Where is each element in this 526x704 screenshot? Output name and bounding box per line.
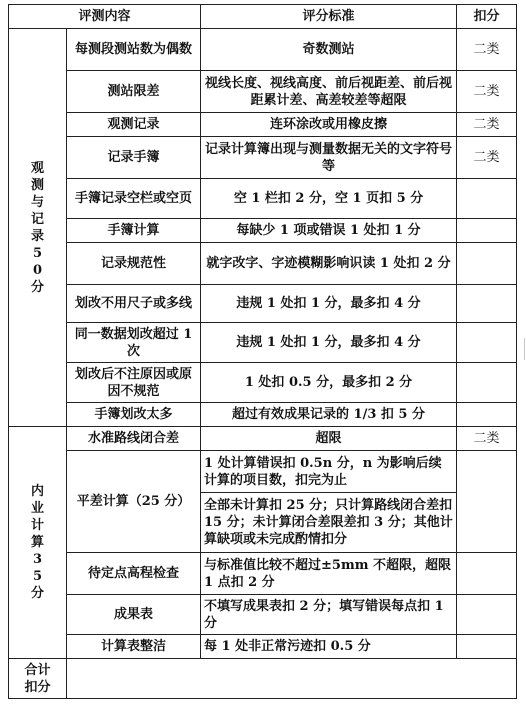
row-deduct xyxy=(457,285,517,323)
row-deduct xyxy=(457,363,517,403)
scoring-table-page xyxy=(8,0,516,704)
row-item: 成果表 xyxy=(67,595,201,635)
row-deduct xyxy=(457,635,517,659)
table-row xyxy=(9,427,517,451)
row-standard: 就字改字、字迹模糊影响识读 1 处扣 2 分 xyxy=(201,243,457,285)
scoring-table xyxy=(8,4,517,699)
row-item: 计算表整洁 xyxy=(67,635,201,659)
table-row xyxy=(9,113,517,137)
row-standard: 每缺少 1 项或错误 1 处扣 1 分 xyxy=(201,219,457,243)
total-value xyxy=(67,659,517,699)
row-standard: 每 1 处非正常污迹扣 0.5 分 xyxy=(201,635,457,659)
row-standard-line-1: 1 处计算错误扣 0.5n 分，n 为影响后续计算的项目数，扣完为止 xyxy=(201,451,457,493)
row-item: 划改后不注原因或原因不规范 xyxy=(67,363,201,403)
row-standard: 奇数测站 xyxy=(201,29,457,71)
table-row xyxy=(9,451,517,493)
row-item: 待定点高程检查 xyxy=(67,553,201,595)
section2-label: 内业计算35分 xyxy=(9,427,67,659)
table-header-row xyxy=(9,5,517,29)
row-deduct: 二类 xyxy=(457,113,517,137)
table-row xyxy=(9,137,517,179)
row-standard: 违规 1 处扣 1 分，最多扣 4 分 xyxy=(201,285,457,323)
row-item: 手簿记录空栏或空页 xyxy=(67,179,201,219)
row-standard: 连环涂改或用橡皮擦 xyxy=(201,113,457,137)
row-deduct: 二类 xyxy=(457,29,517,71)
row-deduct xyxy=(457,403,517,427)
table-row xyxy=(9,323,517,363)
table-row xyxy=(9,243,517,285)
table-row xyxy=(9,179,517,219)
table-row xyxy=(9,219,517,243)
row-item: 测站限差 xyxy=(67,71,201,113)
row-item: 手簿计算 xyxy=(67,219,201,243)
table-row xyxy=(9,553,517,595)
row-deduct xyxy=(457,451,517,553)
table-row xyxy=(9,635,517,659)
row-deduct xyxy=(457,595,517,635)
header-content: 评测内容 xyxy=(9,5,201,29)
row-item: 划改不用尺子或多线 xyxy=(67,285,201,323)
row-item: 记录手簿 xyxy=(67,137,201,179)
header-deduct: 扣分 xyxy=(457,5,517,29)
table-row xyxy=(9,403,517,427)
row-deduct: 二类 xyxy=(457,137,517,179)
row-standard-line-2: 全部未计算扣 25 分；只计算路线闭合差扣 15 分；未计算闭合差限差扣 3 分；其他计算缺项或未完成酌情扣分 xyxy=(201,493,457,553)
row-standard: 超过有效成果记录的 1/3 扣 5 分 xyxy=(201,403,457,427)
row-deduct: 二类 xyxy=(457,427,517,451)
row-standard: 空 1 栏扣 2 分，空 1 页扣 5 分 xyxy=(201,179,457,219)
row-item: 平差计算（25 分） xyxy=(67,451,201,553)
row-item: 记录规范性 xyxy=(67,243,201,285)
table-row xyxy=(9,363,517,403)
row-standard: 与标准值比较不超过±5mm 不超限，超限 1 点扣 2 分 xyxy=(201,553,457,595)
row-deduct xyxy=(457,323,517,363)
row-standard: 不填写成果表扣 2 分；填写错误每点扣 1 分 xyxy=(201,595,457,635)
row-deduct xyxy=(457,243,517,285)
section1-label: 观测与记录50分 xyxy=(9,29,67,427)
table-row xyxy=(9,285,517,323)
row-deduct: 二类 xyxy=(457,71,517,113)
row-item: 观测记录 xyxy=(67,113,201,137)
row-standard: 1 处扣 0.5 分，最多扣 2 分 xyxy=(201,363,457,403)
table-row xyxy=(9,595,517,635)
scrollbar-handle[interactable] xyxy=(521,338,525,360)
table-row xyxy=(9,29,517,71)
total-label: 合计扣分 xyxy=(9,659,67,699)
row-standard: 记录计算簿出现与测量数据无关的文字符号等 xyxy=(201,137,457,179)
table-row xyxy=(9,71,517,113)
row-standard: 违规 1 处扣 1 分，最多扣 4 分 xyxy=(201,323,457,363)
row-deduct xyxy=(457,179,517,219)
row-item: 同一数据划改超过 1 次 xyxy=(67,323,201,363)
row-item: 每测段测站数为偶数 xyxy=(67,29,201,71)
row-deduct xyxy=(457,553,517,595)
total-row xyxy=(9,659,517,699)
row-item: 手簿划改太多 xyxy=(67,403,201,427)
row-item: 水准路线闭合差 xyxy=(67,427,201,451)
row-standard: 视线长度、视线高度、前后视距差、前后视距累计差、高差较差等超限 xyxy=(201,71,457,113)
row-deduct xyxy=(457,219,517,243)
row-standard: 超限 xyxy=(201,427,457,451)
header-standard: 评分标准 xyxy=(201,5,457,29)
